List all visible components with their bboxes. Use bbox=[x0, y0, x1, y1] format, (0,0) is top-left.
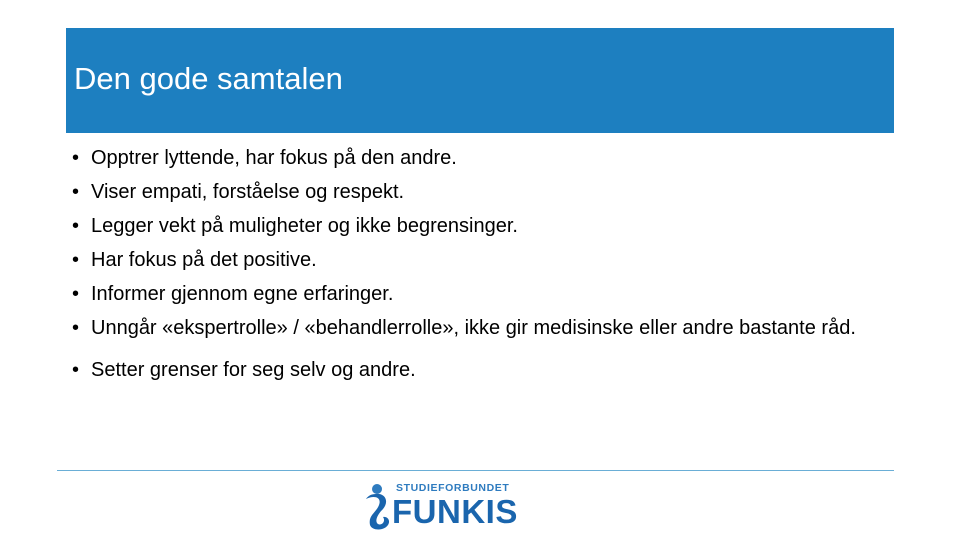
bullet-glyph: • bbox=[72, 181, 80, 203]
bullet-glyph: • bbox=[72, 317, 80, 339]
bullet-item bbox=[72, 146, 892, 170]
footer-divider bbox=[57, 470, 894, 471]
bullet-item bbox=[72, 214, 892, 238]
title-bar bbox=[66, 28, 894, 133]
bullet-text: Opptrer lyttende, har fokus på den andre. bbox=[91, 147, 457, 169]
bullet-text: Legger vekt på muligheter og ikke begrensinger. bbox=[91, 215, 518, 237]
bullet-item bbox=[72, 180, 892, 204]
slide-title: Den gode samtalen bbox=[74, 61, 343, 96]
bullet-item bbox=[72, 282, 892, 306]
bullet-item bbox=[72, 358, 892, 382]
bullet-item bbox=[72, 316, 892, 340]
funkis-logo bbox=[360, 481, 545, 533]
bullet-glyph: • bbox=[72, 249, 80, 271]
bullet-item bbox=[72, 248, 892, 272]
bullet-text: Viser empati, forståelse og respekt. bbox=[91, 181, 405, 203]
bullet-text: Unngår «ekspertrolle» / «behandlerrolle», ikke gir medisinske eller andre bastante råd. bbox=[91, 317, 856, 339]
bullet-list bbox=[72, 146, 892, 392]
bullet-text: Har fokus på det positive. bbox=[91, 249, 317, 271]
bullet-text: Setter grenser for seg selv og andre. bbox=[91, 359, 416, 381]
bullet-glyph: • bbox=[72, 359, 80, 381]
bullet-glyph: • bbox=[72, 283, 80, 305]
bullet-glyph: • bbox=[72, 147, 80, 169]
bullet-text: Informer gjennom egne erfaringer. bbox=[91, 283, 394, 305]
bullet-glyph: • bbox=[72, 215, 80, 237]
person-swirl-logo-icon bbox=[360, 481, 394, 533]
logo-small-text: STUDIEFORBUNDET bbox=[396, 482, 510, 494]
logo-big-text: FUNKIS bbox=[392, 493, 518, 530]
